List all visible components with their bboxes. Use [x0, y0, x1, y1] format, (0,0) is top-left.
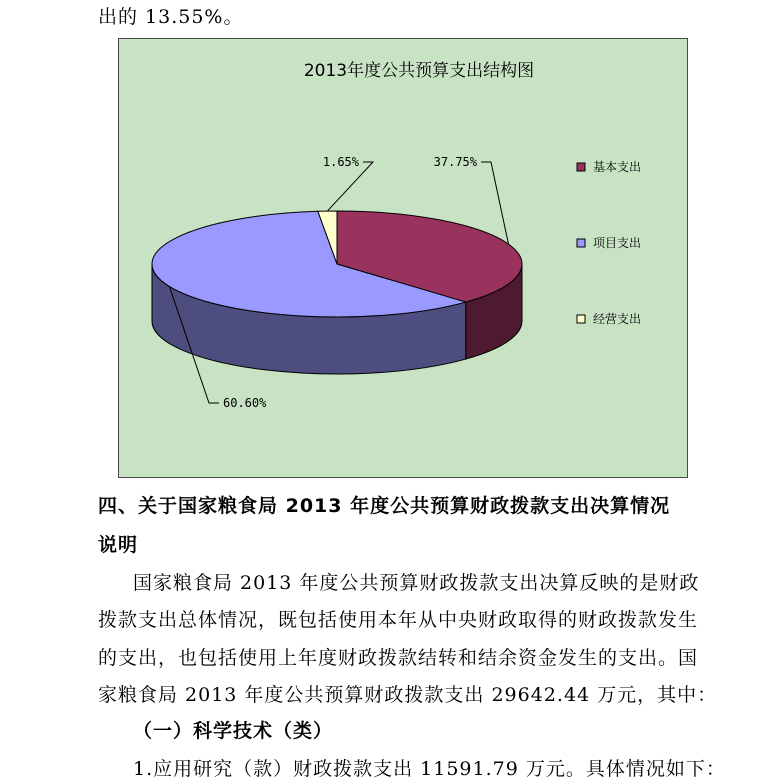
legend-swatch-0 [577, 163, 585, 171]
chart-title: 2013年度公共预算支出结构图 [303, 61, 535, 81]
subheading: （一）科学技术（类） [133, 720, 334, 742]
top-text-line: 出的 13.55%。 [98, 6, 244, 28]
data-label-2: 1.65% [322, 155, 359, 169]
data-label-1: 60.60% [223, 396, 267, 410]
legend-swatch-1 [577, 239, 585, 247]
legend-label-2: 经营支出 [593, 312, 642, 326]
paragraph-line-1: 国家粮食局 2013 年度公共预算财政拨款支出决算反映的是财政 [133, 572, 700, 594]
item-line: 1.应用研究（款）财政拨款支出 11591.79 万元。具体情况如下： [133, 758, 726, 780]
legend-label-1: 项目支出 [593, 236, 642, 250]
section-heading-line2: 说明 [98, 534, 139, 556]
data-label-0: 37.75% [433, 155, 477, 169]
legend-swatch-2 [577, 315, 585, 323]
paragraph-line-2: 拨款支出总体情况，既包括使用本年从中央财政取得的财政拨款发生 [98, 609, 699, 631]
section-heading-line1: 四、关于国家粮食局 2013 年度公共预算财政拨款支出决算情况 [98, 495, 671, 517]
paragraph-line-4: 家粮食局 2013 年度公共预算财政拨款支出 29642.44 万元，其中： [98, 684, 718, 706]
paragraph-line-3: 的支出，也包括使用上年度财政拨款结转和结余资金发生的支出。国 [98, 647, 699, 669]
pie-chart-svg [119, 39, 689, 479]
legend-label-0: 基本支出 [593, 160, 642, 174]
leader-line-2 [327, 162, 373, 211]
pie-chart [118, 38, 688, 478]
